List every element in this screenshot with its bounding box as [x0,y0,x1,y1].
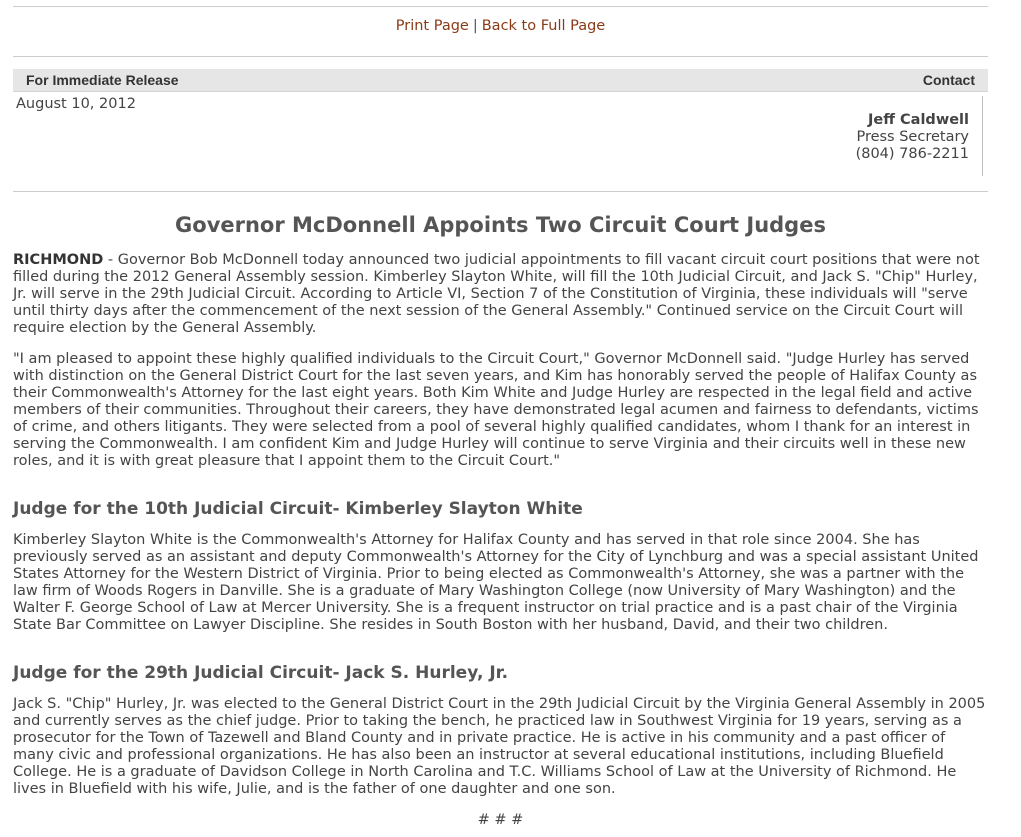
section-heading-hurley: Judge for the 29th Judicial Circuit- Jack S. Hurley, Jr. [13,663,509,683]
white-bio-paragraph: Kimberley Slayton White is the Commonwealth's Attorney for Halifax County and has served in that role since 2004. She has previously served as an assistant and deputy Commonwealth's Attorney for the City of Lynchburg and was a special assistant United States Attorney for the Western District of Virginia. Prior to being elected as Commonwealth's Attorney, she was a partner with the law firm of Woods Rogers in Danville. She is a graduate of Mary Washington College (now University of Mary Washington) and the Walter F. George School of Law at Mercer University. She is a frequent instructor on trial practice and is a past chair of the Virginia State Bar Committee on Lawyer Discipline. She resides in South Boston with her husband, David, and their two children. [13,532,979,633]
dateline: RICHMOND [13,252,104,268]
page-toolbar [13,18,988,34]
contact-name: Jeff Caldwell [868,112,969,128]
contact-block [782,96,983,176]
section-heading-white: Judge for the 10th Judicial Circuit- Kimberley Slayton White [13,499,583,519]
article-title: Governor McDonnell Appoints Two Circuit Court Judges [175,213,826,237]
header-divider [13,191,988,192]
contact-label: Contact [922,72,975,88]
release-date: August 10, 2012 [16,96,136,112]
end-mark: # # # [477,812,524,828]
intro-paragraph [13,252,988,337]
print-page-link[interactable]: Print Page [395,18,469,34]
top-divider [13,6,988,7]
toolbar-divider [13,56,988,57]
toolbar-separator: | [472,18,478,34]
contact-phone: (804) 786-2211 [855,146,969,162]
back-to-full-page-link[interactable]: Back to Full Page [481,18,606,34]
release-label: For Immediate Release [26,72,179,88]
intro-text: - Governor Bob McDonnell today announced two judicial appointments to fill vacant circuit court positions that were not filled during the 2012 General Assembly session. Kimberley Slayton White, will fill the 10th Judicial Circuit, and Jack S. "Chip" Hurley, Jr. will serve in the 29th Judicial Circuit. According to Article VI, Section 7 of the Constitution of Virginia, these individuals will "serve until thirty days after the commencement of the next session of the General Assembly." Continued service on the Circuit Court will require election by the General Assembly. [13,252,980,336]
quote-paragraph: "I am pleased to appoint these highly qualified individuals to the Circuit Court," Governor McDonnell said. "Judge Hurley has served with distinction on the General District Court for the last seven years, and Kim has honorably served the people of Halifax County as their Commonwealth's Attorney for the last eight years. Both Kim White and Judge Hurley are respected in the legal field and active members of their communities. Throughout their careers, they have demonstrated legal acumen and fairness to defendants, victims of crime, and others litigants. They were selected from a pool of several highly qualified candidates, whom I thank for an interest in serving the Commonwealth. I am confident Kim and Judge Hurley will continue to serve Virginia and their circuits well in these new roles, and it is with great pleasure that I appoint them to the Circuit Court." [13,351,979,469]
contact-role: Press Secretary [856,129,969,145]
hurley-bio-paragraph: Jack S. "Chip" Hurley, Jr. was elected to the General District Court in the 29th Judicial Circuit by the Virginia General Assembly in 2005 and currently serves as the chief judge. Prior to taking the bench, he practiced law in Southwest Virginia for 19 years, serving as a prosecutor for the Town of Tazewell and Bland County and in private practice. He is active in his community and a past officer of many civic and professional organizations. He has also been an instructor at several educational institutions, including Bluefield College. He is a graduate of Davidson College in North Carolina and T.C. Williams School of Law at the University of Richmond. He lives in Bluefield with his wife, Julie, and is the father of one daughter and one son. [13,696,986,797]
release-header-bar [13,69,988,92]
